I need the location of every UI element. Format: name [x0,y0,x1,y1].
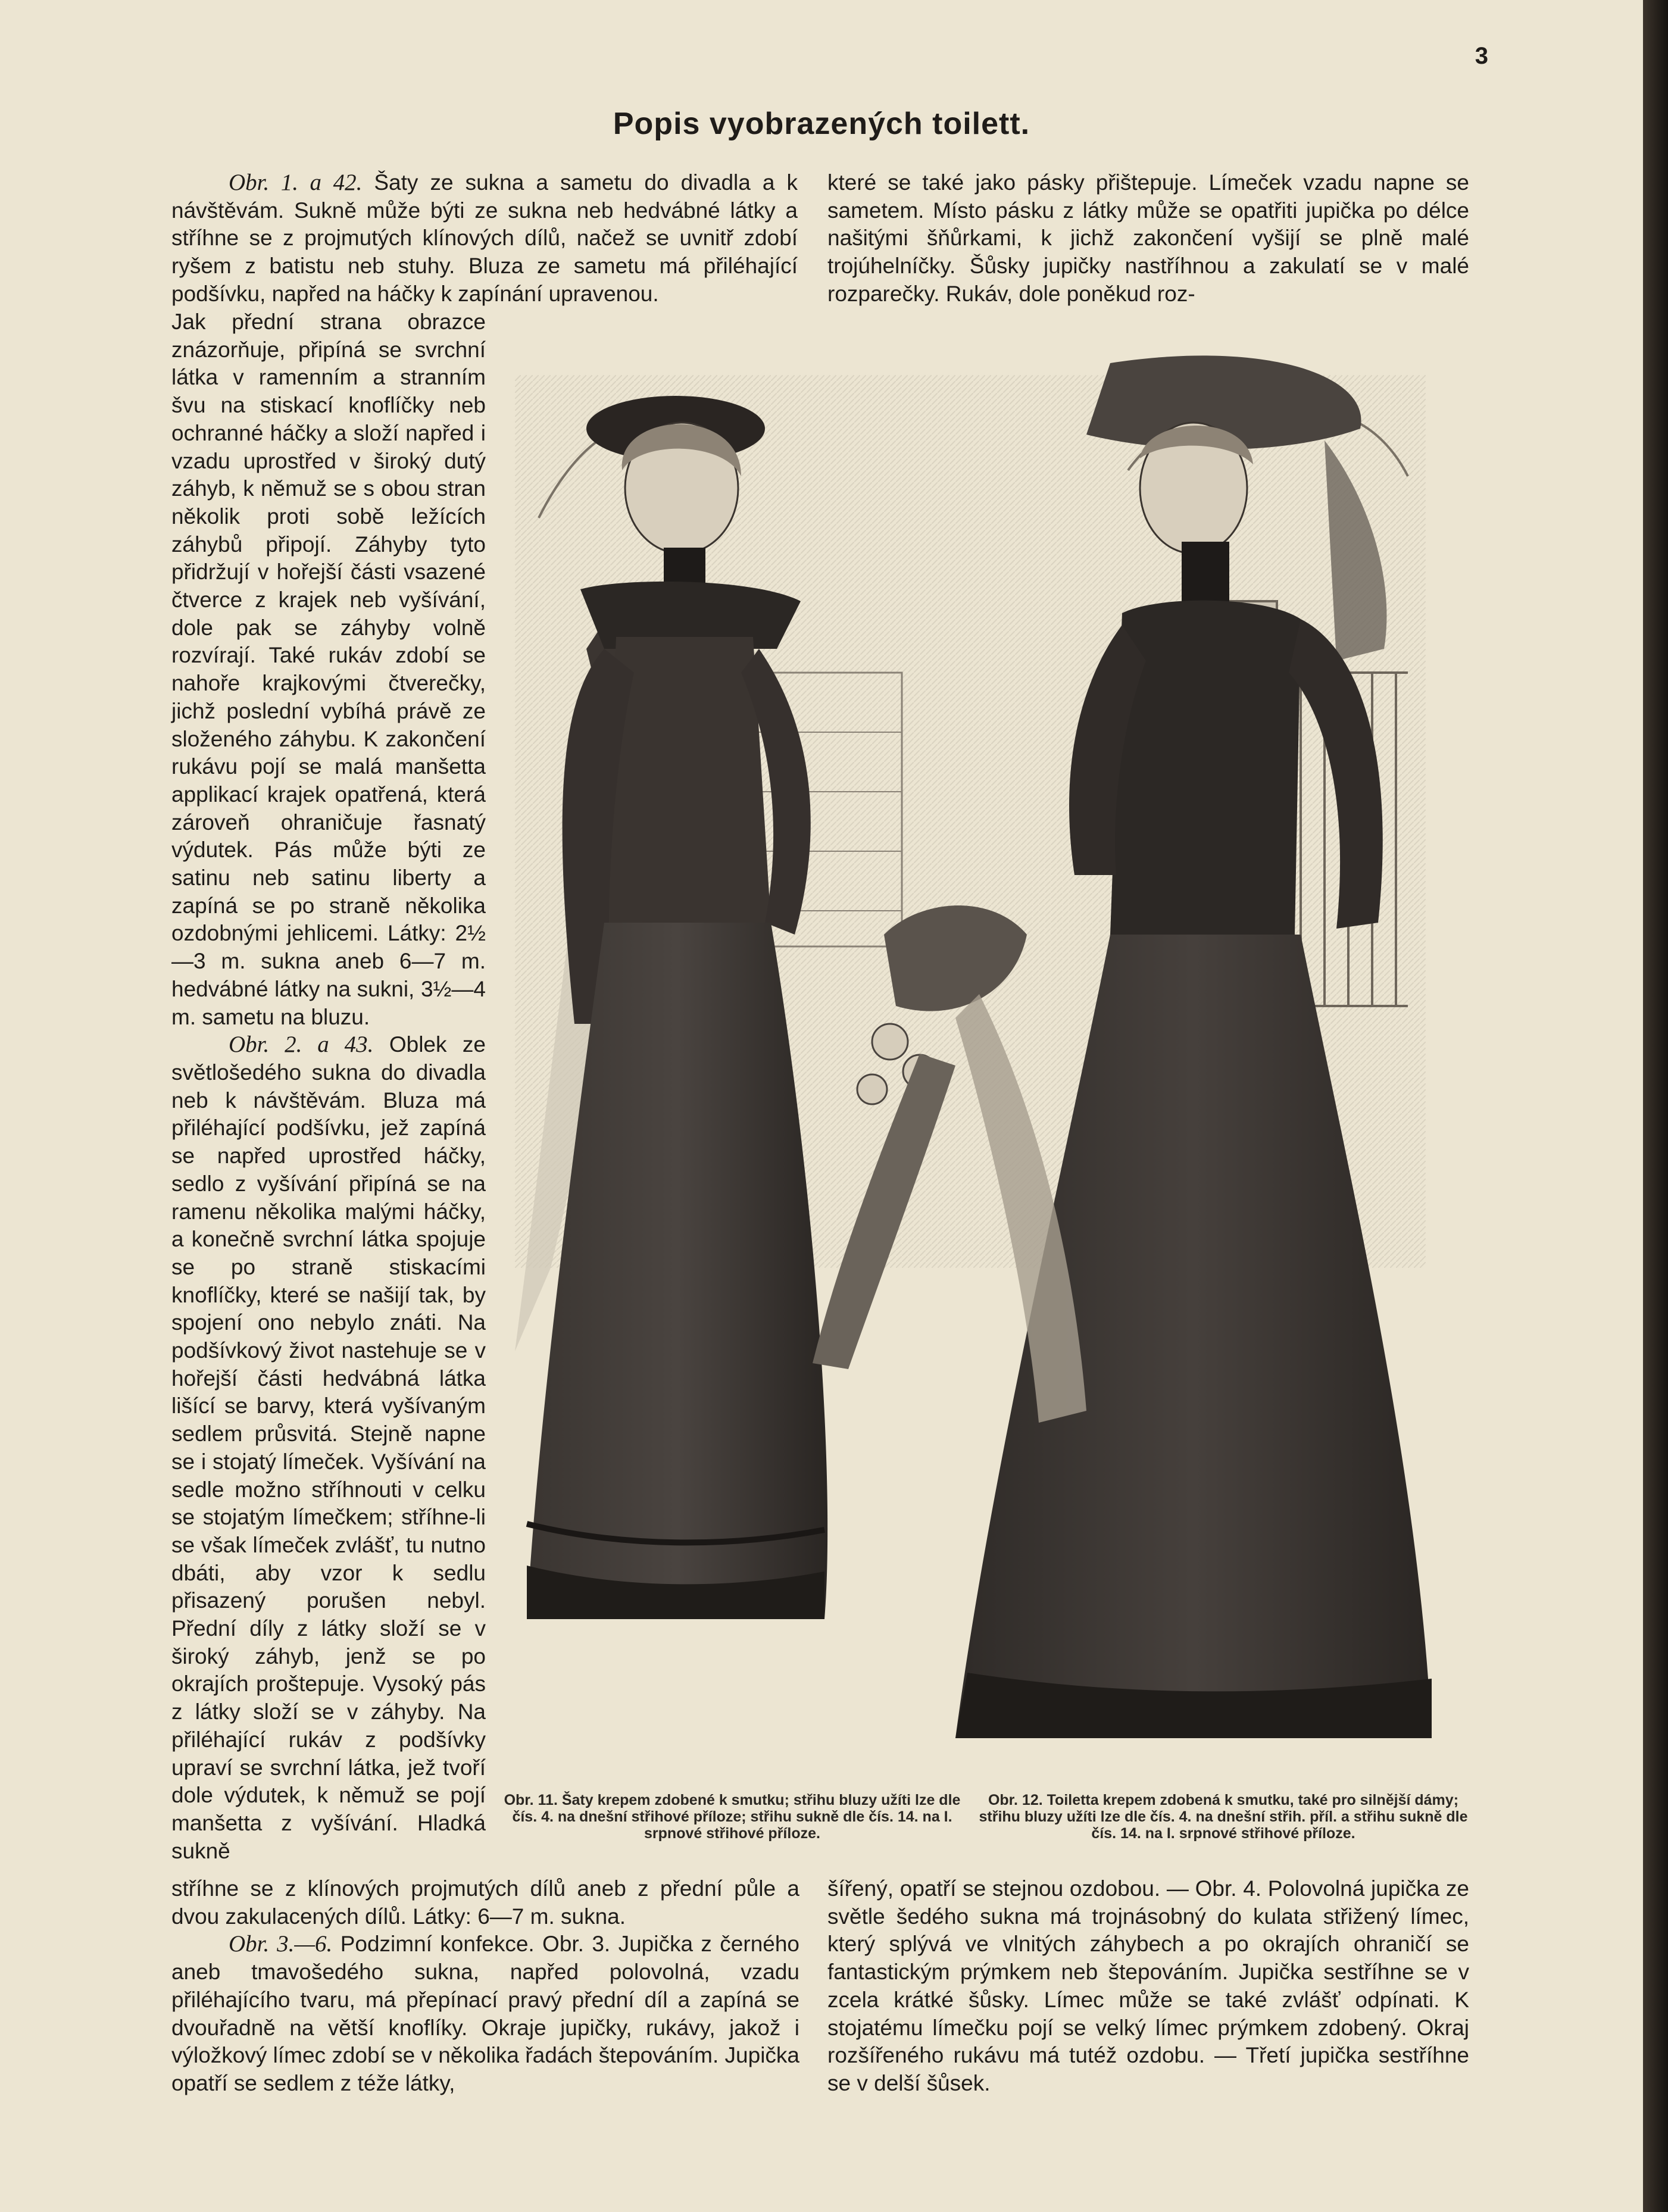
bottom-left-text-2: Podzimní konfekce. Obr. 3. Jupička z černého aneb tmavošedého sukna, napřed polovolná, vzadu přiléhajícího tvaru, má přepínací pravý přední díl a zapíná se dvouřadně na větší knoflíky. Okraje jupičky, rukávy, jakož i výložkový límec zdobí se v několika řadách štepováním. Jupička opatří se sedlem z téže látky, [171,1932,800,2095]
left-text-2: Oblek ze světlošedého sukna do divadla neb k návštěvám. Bluza má přiléhající podšívku, jež zapíná se napřed uprostřed háčky, sedlo z vyšívání připíná se na ramenu několika malými háčky, a konečně svrchní látka spojuje se po straně stiskacími knoflíčky, které se našijí tak, by spojení ono nebylo znáti. Na podšívkový život nastehuje se v hořejší části hedvábná látka lišící se barvy, která vyšívaným sedlem průsvitá. Stejně napne se i stojatý límeček. Vyšívání na sedle možno stříhnouti v celku se stojatým límečkem; stříhne-li se však límeček zvlášť, tu nutno dbáti, aby vzor k sedlu přisazený porušen nebyl. Přední díly z látky složí se v široký záhyb, jenž se po okrajích proštepuje. Vysoký pás z látky složí se v záhyby. Na přiléhající rukáv z podšívky upraví se svrchní látka, jež tvoří dole výdutek, k němuž se pojí manšetta z vyšívání. Hladká sukně [171,1032,486,1863]
intro-paragraph [171,169,798,308]
bottom-left-column [171,1875,799,2098]
caption-figure-12: Obr. 12. Toiletta krepem zdobená k smutku, také pro silnější dámy; střihu bluzy užíti lze dle čís. 4. na dnešní střih. příl. a střihu sukně dle čís. 14. na I. srpnové střihové příloze. [979,1792,1468,1842]
intro-text: Šaty ze sukna a sametu do divadla a k návštěvám. Sukně může býti ze sukna neb hedvábné látky a stříhne se z projmutých klínových dílů, načež se uvnitř zdobí ryšem z batistu neb stuhy. Bluza ze sametu má přiléhající podšívku, napřed na háčky k zapínání upravenou. [171,170,798,306]
left-column [171,308,486,1865]
figure-ref-3: Obr. 3.—6. [229,1931,333,1957]
figure-ref-2: Obr. 2. a 43. [229,1032,374,1058]
right-column-top [827,169,1469,308]
binding-edge [1643,0,1668,2212]
right-top-text: které se také jako pásky přištepuje. Límeček vzadu napne se sametem. Místo pásku z látky může se opatřiti jupička po délce našitými šňůrkami, k jichž zakončení vyšijí se plně malé trojúhelníčky. Šůsky jupičky nastříhnou a zakulatí se v malé rozparečky. Rukáv, dole poněkud roz- [827,170,1469,306]
fashion-illustration [503,339,1441,1774]
bottom-left-text-1: stříhne se z klínových projmutých dílů aneb z přední půle a dvou zakulacených dílů. Látky: 6—7 m. sukna. [171,1876,799,1929]
left-text-1: Jak přední strana obrazce znázorňuje, připíná se svrchní látka v ramenním a stranním švu na stiskací knoflíčky neb ochranné háčky a složí napřed i vzadu uprostřed v široký dutý záhyb, k němuž se s obou stran několik proti sobě ležících záhybů připojí. Záhyby tyto přidržují v hořejší části vsazené čtverce z krajek neb vyšívání, dole pak se záhyby volně rozvírají. Také rukáv zdobí se nahoře krajkovými čtverečky, jichž poslední vybíhá právě ze složeného záhybu. K zakončení rukávu pojí se malá manšetta applikací krajek opatřená, která zároveň ohraničuje řasnatý výdutek. Pás může býti ze satinu neb satinu liberty a zapíná se po straně několika ozdobnými jehlicemi. Látky: 2½—3 m. sukna aneb 6—7 m. hedvábné látky na sukni, 3½—4 m. sametu na bluzu. [171,310,486,1029]
page-title: Popis vyobrazených toilett. [613,107,1030,141]
caption-figure-11: Obr. 11. Šaty krepem zdobené k smutku; střihu bluzy užíti lze dle čís. 4. na dnešní střihové příloze; střihu sukně dle čís. 14. na I. srpnové střihové příloze. [504,1792,961,1842]
bottom-right-text: šířený, opatří se stejnou ozdobou. — Obr. 4. Polovolná jupička ze světle šedého sukna má trojnásobný do kulata střižený límec, který splývá ve vlnitých záhybech a po okrajích ohraničí se fantastickým prýmkem neb štepováním. Jupička sestříhne se v zcela krátké šůsky. Límec může se také zvlášť odpínati. K stojatému límečku pojí se velký límec prýmkem zdobený. Okraj rozšířeného rukávu má tutéž ozdobu. — Třetí jupička sestříhne se v delší šůsek. [827,1876,1469,2095]
figure-ref-1: Obr. 1. a 42. [229,170,363,195]
page-number: 3 [1475,43,1488,69]
bottom-right-column [827,1875,1469,2098]
